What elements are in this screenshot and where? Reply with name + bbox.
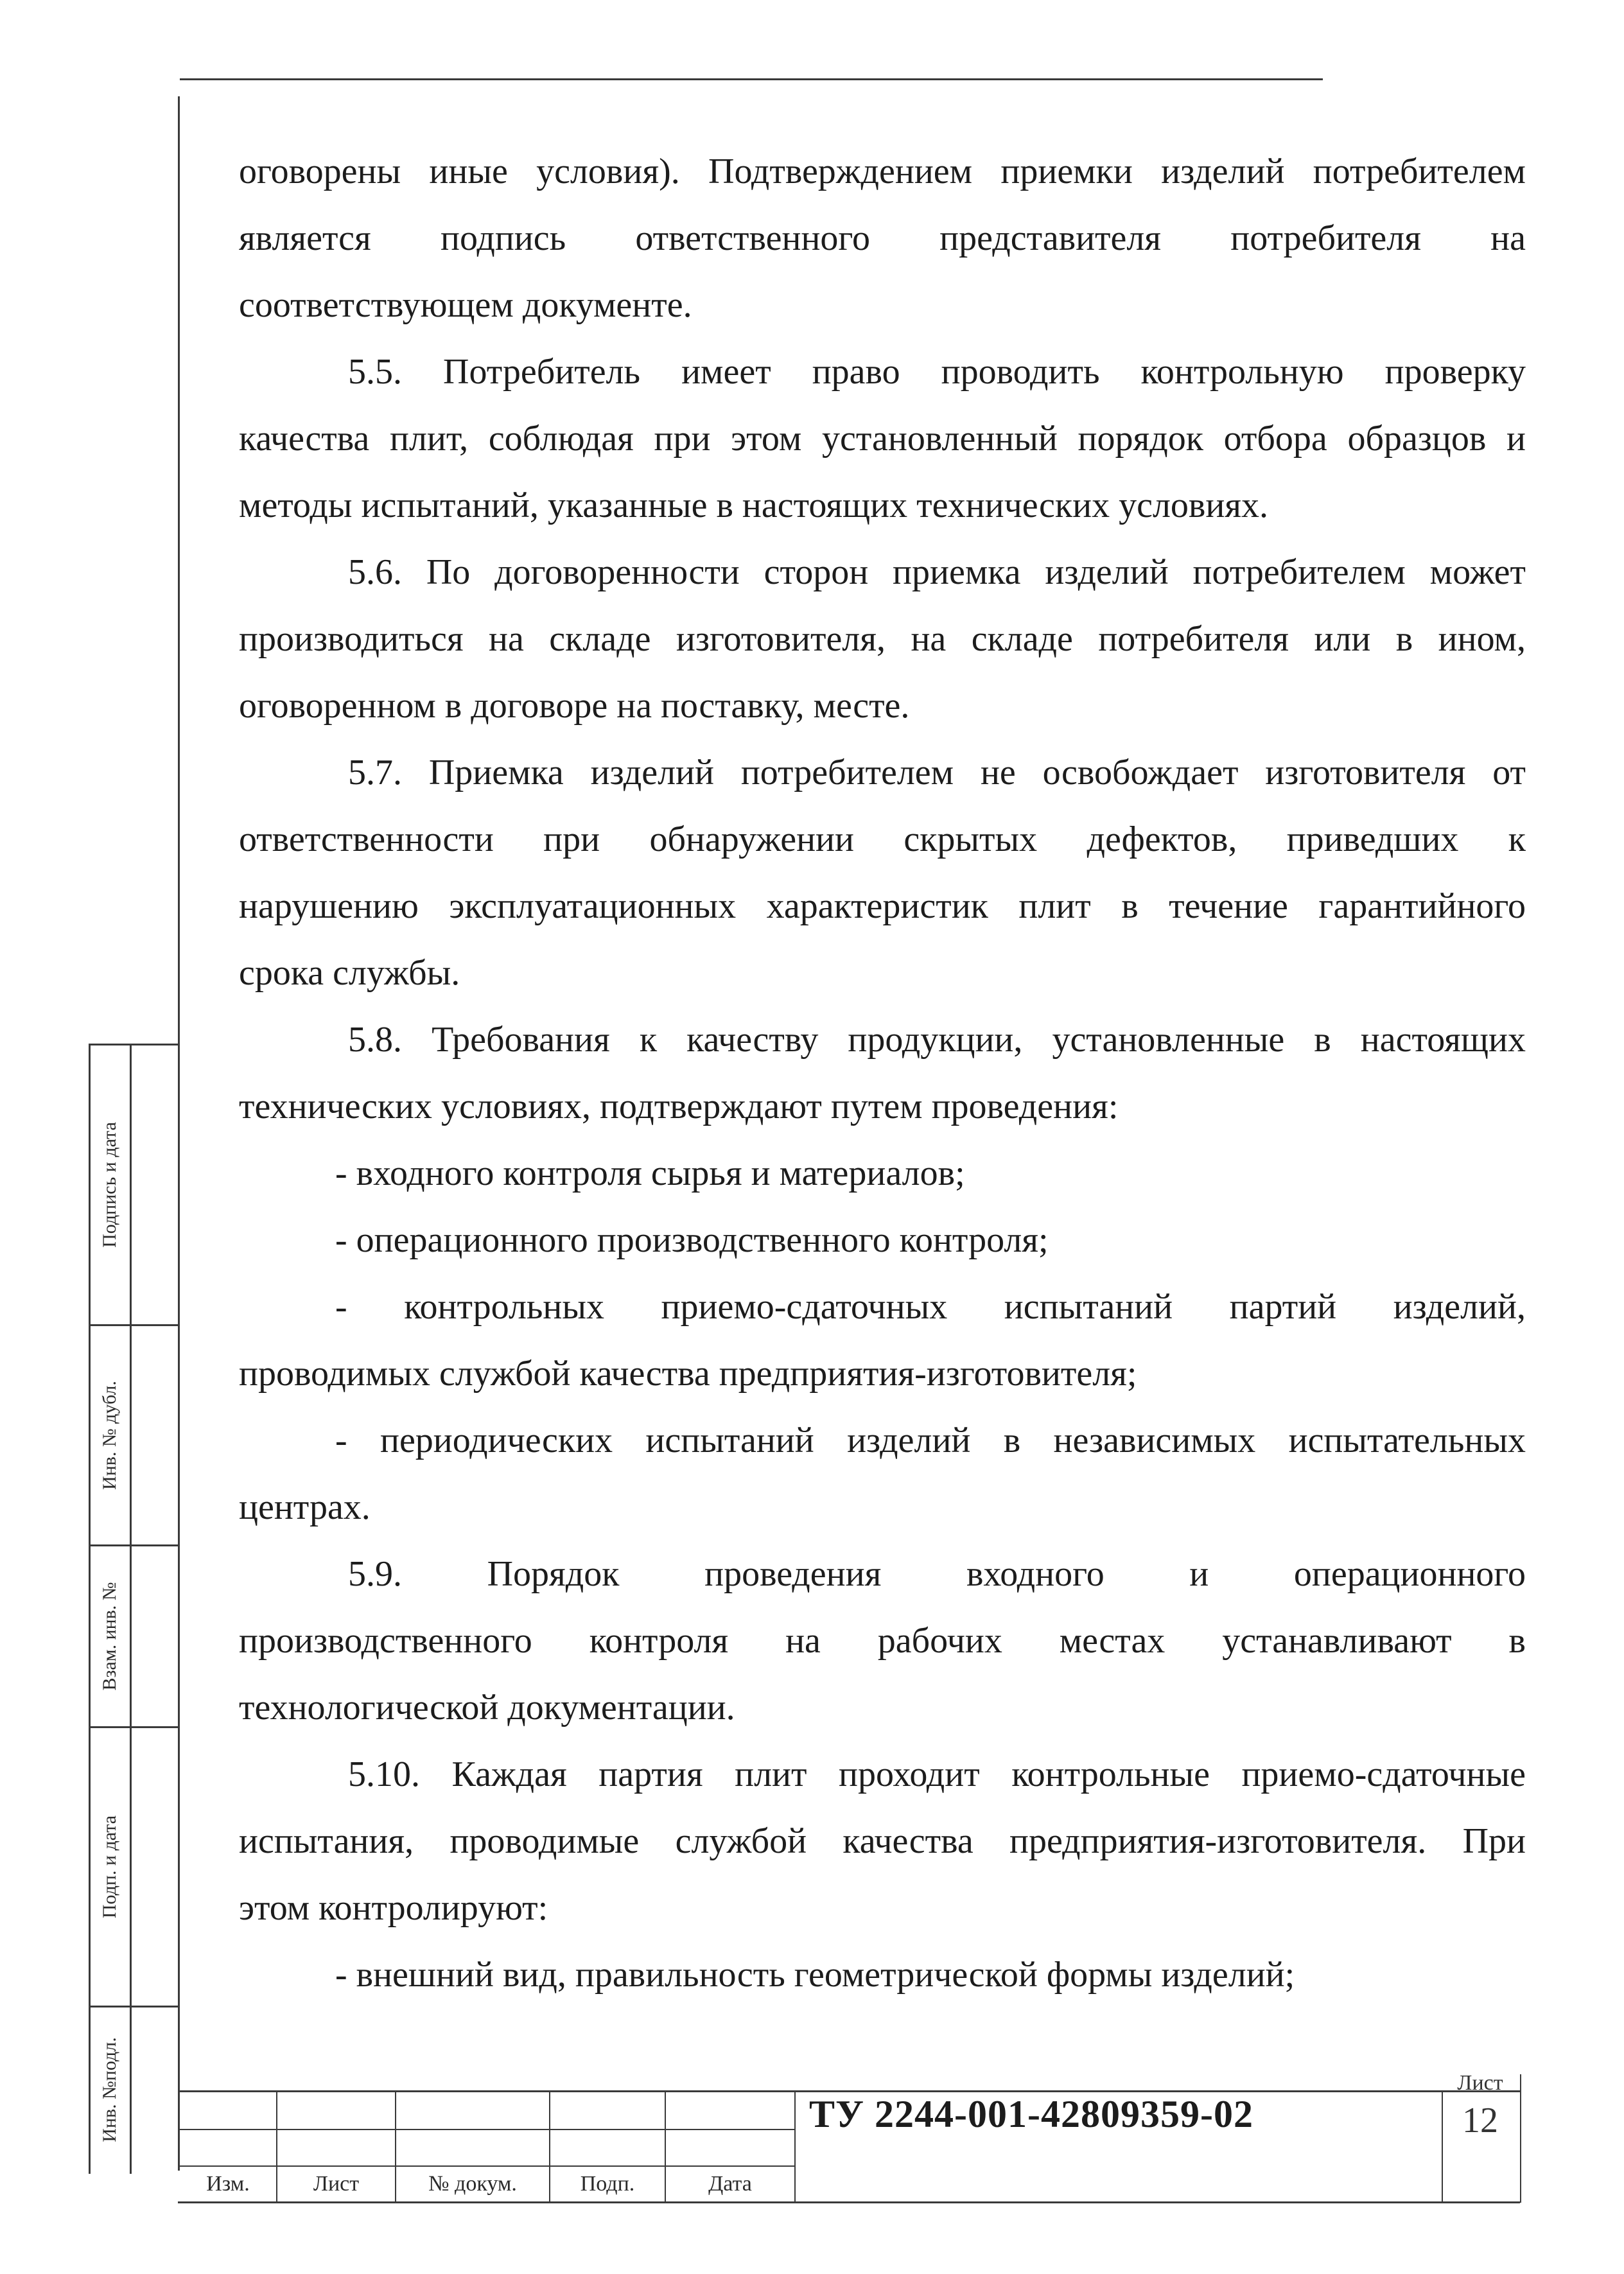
paragraph-p-list-3 bbox=[239, 1273, 1526, 1407]
text-line: 5.9. Порядок проведения входного и операционного bbox=[348, 1554, 1526, 1594]
stamp-cell bbox=[90, 2007, 130, 2172]
paragraph-p-list-2 bbox=[239, 1207, 1526, 1273]
text-line: технологической документации. bbox=[239, 1688, 735, 1727]
text-line: 5.7. Приемка изделий потребителем не освобождает изготовителя от bbox=[348, 753, 1526, 792]
text-line: испытания, проводимые службой качества предприятия-изготовителя. При bbox=[239, 1821, 1526, 1861]
stamp-cell bbox=[90, 1326, 130, 1544]
stamp-sign-date: Подп. и дата bbox=[99, 1815, 120, 1919]
col-sheet: Лист bbox=[313, 2172, 360, 2196]
paragraph-p-5-8 bbox=[239, 1006, 1526, 1140]
text-line: - контрольных приемо-сдаточных испытаний партий изделий, bbox=[335, 1287, 1526, 1327]
text-line: - внешний вид, правильность геометрической формы изделий; bbox=[335, 1955, 1295, 1995]
frame-left-line bbox=[178, 96, 180, 2171]
paragraph-p-5-10 bbox=[239, 1741, 1526, 1941]
document-body bbox=[239, 138, 1526, 2008]
stamp-cell bbox=[90, 1546, 130, 1726]
stamp-dup-inv: Инв. № дубл. bbox=[99, 1381, 120, 1490]
paragraph-p-5-5 bbox=[239, 338, 1526, 539]
text-line: нарушению эксплуатационных характеристик плит в течение гарантийного bbox=[239, 886, 1526, 926]
text-line: 5.6. По договоренности сторон приемка изделий потребителем может bbox=[348, 552, 1526, 592]
text-line: 5.5. Потребитель имеет право проводить контрольную проверку bbox=[348, 352, 1526, 392]
col-doc-no: № докум. bbox=[428, 2172, 517, 2196]
text-line: центрах. bbox=[239, 1487, 371, 1527]
text-line: срока службы. bbox=[239, 953, 460, 993]
stamp-replace-inv: Взам. инв. № bbox=[99, 1582, 120, 1691]
paragraph-p-list-1 bbox=[239, 1140, 1526, 1207]
text-line: производиться на складе изготовителя, на складе потребителя или в ином, bbox=[239, 619, 1526, 659]
paragraph-p-list-4 bbox=[239, 1407, 1526, 1541]
paragraph-p-list-5 bbox=[239, 1941, 1526, 2008]
text-line: 5.10. Каждая партия плит проходит контрольные приемо-сдаточные bbox=[348, 1754, 1526, 1794]
text-line: этом контролируют: bbox=[239, 1888, 548, 1928]
sheet-label: Лист bbox=[1457, 2071, 1503, 2095]
paragraph-p-5-7 bbox=[239, 739, 1526, 1006]
frame-top-line bbox=[180, 78, 1323, 80]
col-change: Изм. bbox=[206, 2172, 250, 2196]
text-line: является подпись ответственного представителя потребителя на bbox=[239, 218, 1526, 258]
text-line: оговорены иные условия). Подтверждением приемки изделий потребителем bbox=[239, 152, 1526, 191]
text-line: ответственности при обнаружении скрытых дефектов, приведших к bbox=[239, 819, 1526, 859]
text-line: - операционного производственного контроля; bbox=[335, 1220, 1049, 1260]
text-line: соответствующем документе. bbox=[239, 285, 692, 325]
text-line: технических условиях, подтверждают путем проведения: bbox=[239, 1087, 1119, 1126]
stamp-cell bbox=[90, 1728, 130, 2006]
stamp-orig-inv: Инв. №подл. bbox=[99, 2037, 120, 2142]
paragraph-p-5-9 bbox=[239, 1541, 1526, 1741]
text-line: 5.8. Требования к качеству продукции, установленные в настоящих bbox=[348, 1020, 1526, 1060]
stamp-signature-date: Подпись и дата bbox=[99, 1122, 120, 1248]
document-code: ТУ 2244-001-42809359-02 bbox=[809, 2093, 1253, 2135]
stamp-cell bbox=[90, 1045, 130, 1324]
paragraph-p-5-6 bbox=[239, 539, 1526, 739]
sheet-number: 12 bbox=[1462, 2101, 1498, 2140]
text-line: методы испытаний, указанные в настоящих технических условиях. bbox=[239, 485, 1269, 525]
col-date: Дата bbox=[708, 2172, 752, 2196]
text-line: - входного контроля сырья и материалов; bbox=[335, 1153, 965, 1193]
paragraph-p-continuation bbox=[239, 138, 1526, 338]
text-line: качества плит, соблюдая при этом установленный порядок отбора образцов и bbox=[239, 419, 1526, 459]
text-line: производственного контроля на рабочих местах устанавливают в bbox=[239, 1621, 1526, 1661]
text-line: - периодических испытаний изделий в независимых испытательных bbox=[335, 1421, 1526, 1460]
col-signature: Подп. bbox=[580, 2172, 635, 2196]
text-line: проводимых службой качества предприятия-изготовителя; bbox=[239, 1354, 1137, 1394]
text-line: оговоренном в договоре на поставку, месте. bbox=[239, 686, 910, 726]
